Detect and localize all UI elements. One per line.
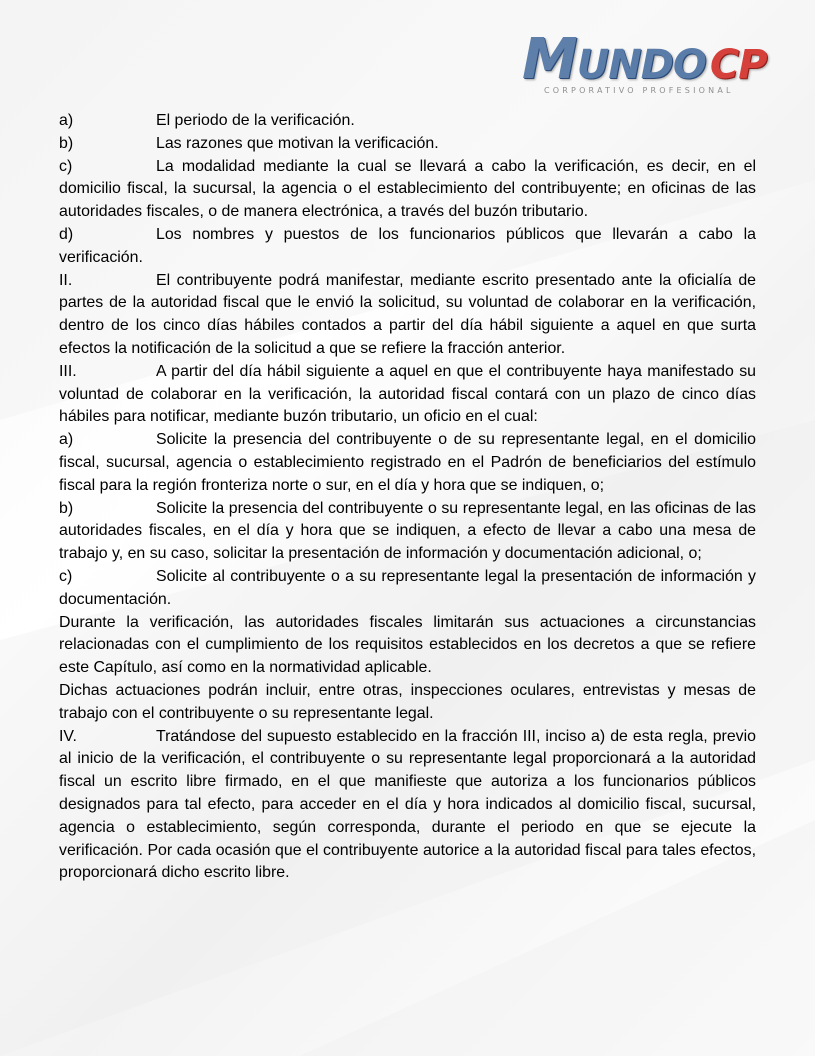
logo-cp: CP xyxy=(709,42,767,88)
paragraph-text: Tratándose del supuesto establecido en la fracción III, inciso a) de esta regla, previo al inicio de la verificación, el contribuyente o su representante legal proporcionará a la autoridad fiscal un escrito libre firmado, en el que manifieste que autoriza a los funcionarios públicos designados para tal efecto, para acceder en el día y hora indicados al domicilio fiscal, sucursal, agencia o establecimiento, según corresponda, durante el periodo en que se ejecute la verificación. Por cada ocasión que el contribuyente autorice a la autoridad fiscal para tales efectos, proporcionará dicho escrito libre. xyxy=(59,727,756,882)
paragraph-label: a) xyxy=(59,112,74,129)
paragraph xyxy=(59,156,756,224)
paragraph-text: La modalidad mediante la cual se llevará a cabo la verificación, es decir, en el domicilio fiscal, la sucursal, la agencia o el establecimiento del contribuyente; en oficinas de las autoridades fiscales, o de manera electrónica, a través del buzón tributario. xyxy=(59,157,756,221)
logo-m: M xyxy=(522,27,577,92)
paragraph-label: c) xyxy=(59,157,73,175)
mundo-cp-logo xyxy=(522,27,772,100)
paragraph-label: IV. xyxy=(59,727,77,745)
paragraph xyxy=(59,612,756,680)
logo-undo: UNDO xyxy=(576,42,706,88)
paragraph-text: Solicite al contribuyente o a su representante legal la presentación de información y documentación. xyxy=(59,567,756,608)
document-body xyxy=(59,110,756,885)
paragraph xyxy=(59,680,756,726)
paragraph-text: El periodo de la verificación. xyxy=(156,112,355,129)
paragraph xyxy=(59,726,756,886)
paragraph xyxy=(59,566,756,612)
paragraph-text: Dichas actuaciones podrán incluir, entre otras, inspecciones oculares, entrevistas y mesas de trabajo con el contribuyente o su representante legal. xyxy=(59,681,756,722)
paragraph-label: II. xyxy=(59,271,73,289)
paragraph-text: Durante la verificación, las autoridades fiscales limitarán sus actuaciones a circunstancias relacionadas con el cumplimiento de los requisitos establecidos en los decretos a que se refiere este Capítulo, así como en la normatividad aplicable. xyxy=(59,613,756,677)
paragraph xyxy=(59,110,756,133)
paragraph-text: Solicite la presencia del contribuyente o su representante legal, en las oficinas de las autoridades fiscales, en el día y hora que se indiquen, a efecto de llevar a cabo una mesa de trabajo y, en su caso, solicitar la presentación de información y documentación adicional, o; xyxy=(59,499,756,563)
paragraph xyxy=(59,361,756,429)
paragraph xyxy=(59,270,756,361)
paragraph-label: III. xyxy=(59,362,77,380)
paragraph xyxy=(59,224,756,270)
paragraph-text: Solicite la presencia del contribuyente o de su representante legal, en el domicilio fiscal, sucursal, agencia o establecimiento registrado en el Padrón de beneficiarios del estímulo fiscal para la región fronteriza norte o sur, en el día y hora que se indiquen, o; xyxy=(59,431,756,494)
paragraph xyxy=(59,498,756,566)
paragraph-text: El contribuyente podrá manifestar, mediante escrito presentado ante la oficialía de partes de la autoridad fiscal que le envió la solicitud, su voluntad de colaborar en la verificación, dentro de los cinco días hábiles contados a partir del día hábil siguiente a aquel en que surta efectos la notificación de la solicitud a que se refiere la fracción anterior. xyxy=(59,271,756,357)
paragraph-text: A partir del día hábil siguiente a aquel en que el contribuyente haya manifestado su voluntad de colaborar en la verificación, la autoridad fiscal contará con un plazo de cinco días hábiles para notificar, mediante buzón tributario, un oficio en el cual: xyxy=(59,362,756,426)
paragraph xyxy=(59,429,756,497)
logo-tagline: CORPORATIVO PROFESIONAL xyxy=(544,86,734,95)
paragraph-text: Los nombres y puestos de los funcionarios públicos que llevarán a cabo la verificación. xyxy=(59,225,756,266)
paragraph-label: b) xyxy=(59,134,74,152)
paragraph-label: d) xyxy=(59,225,74,243)
paragraph-label: c) xyxy=(59,567,73,585)
paragraph xyxy=(59,133,756,156)
paragraph-label: a) xyxy=(59,431,74,449)
paragraph-text: Las razones que motivan la verificación. xyxy=(156,134,439,152)
paragraph-label: b) xyxy=(59,499,74,517)
